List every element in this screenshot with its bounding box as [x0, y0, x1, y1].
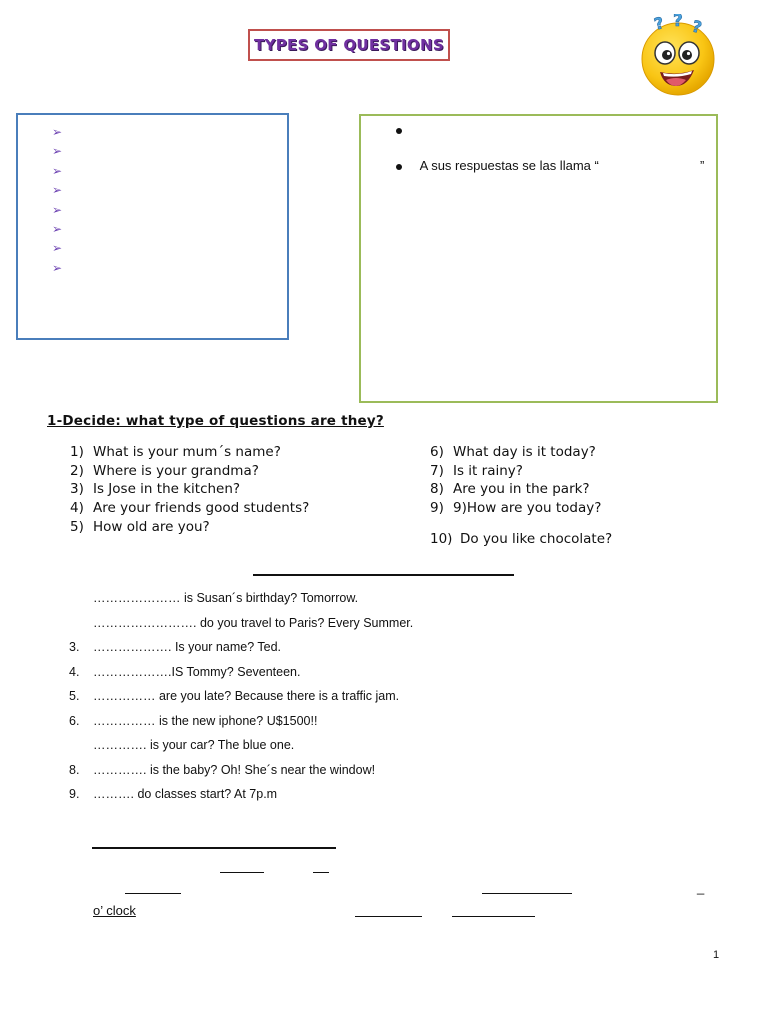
item-text: …………… are you late? Because there is a traffic jam. — [93, 689, 400, 703]
arrow-bullet-icon: ➢ — [52, 202, 63, 217]
item-number: 9. — [69, 787, 80, 801]
arrow-bullet-icon: ➢ — [52, 125, 63, 139]
confused-smiley-icon — [636, 14, 720, 96]
bullet-item — [396, 158, 712, 173]
blank-line — [452, 916, 535, 917]
question-text: Where is your grandma? — [93, 463, 259, 479]
question-number: 2) — [70, 463, 84, 479]
arrow-bullet-icon: ➢ — [52, 241, 63, 256]
blank-underline — [92, 847, 336, 849]
fill-in-item — [93, 738, 294, 752]
question-item — [430, 463, 523, 479]
question-text: What is your mum´s name? — [93, 444, 281, 460]
fill-in-item — [69, 665, 301, 679]
arrow-bullet-list — [52, 123, 62, 278]
item-text: ………………… is Susan´s birthday? Tomorrow. — [93, 591, 359, 605]
question-number: 6) — [430, 444, 444, 460]
bullet-text: A sus respuestas se las llama “ — [419, 158, 599, 173]
question-text: Is Jose in the kitchen? — [93, 481, 241, 497]
question-number: 5) — [70, 519, 84, 535]
green-notes-box — [359, 114, 718, 403]
question-number: 7) — [430, 463, 444, 479]
fill-in-item — [69, 714, 318, 728]
question-number: 3) — [70, 481, 84, 497]
arrow-bullet-icon: ➢ — [52, 260, 63, 275]
exercise-1-heading: 1-Decide: what type of questions are they? — [47, 413, 384, 429]
blank-line — [125, 893, 181, 894]
question-text: How old are you? — [93, 519, 210, 535]
question-item — [430, 481, 590, 497]
blank-underline — [253, 574, 514, 576]
bullet-icon — [396, 128, 402, 134]
question-item — [70, 463, 259, 479]
arrow-bullet-icon: ➢ — [52, 183, 63, 198]
question-item — [70, 481, 240, 497]
arrow-bullet-icon: ➢ — [52, 163, 63, 178]
closing-quote: ” — [700, 158, 705, 173]
question-text: What day is it today? — [453, 444, 596, 460]
item-number: 6. — [69, 714, 80, 728]
item-text: ……………………. do you travel to Paris? Every Summer. — [93, 616, 414, 630]
item-text: …………… is the new iphone? U$1500!! — [93, 714, 318, 728]
fill-in-item — [69, 640, 282, 654]
page-number: 1 — [713, 949, 720, 961]
blank-line — [355, 916, 422, 917]
oclock-text: o’ clock — [93, 903, 136, 918]
item-text: ……………….IS Tommy? Seventeen. — [93, 665, 301, 679]
bullet-icon — [396, 164, 402, 170]
item-number: 5. — [69, 689, 80, 703]
blank-line — [313, 872, 329, 873]
question-mark: ? — [673, 14, 683, 31]
question-mark: ? — [652, 14, 667, 34]
blank-line — [220, 872, 264, 873]
item-text: ………. do classes start? At 7p.m — [93, 787, 278, 801]
question-number: 9) — [430, 500, 444, 516]
question-item — [430, 531, 612, 547]
question-text: Do you like chocolate? — [460, 531, 613, 547]
item-number: 4. — [69, 665, 80, 679]
question-number: 1) — [70, 444, 84, 460]
page-title: TYPES OF QUESTIONS — [254, 36, 444, 54]
question-item — [430, 444, 596, 460]
fill-in-item — [93, 616, 413, 630]
item-text: ………………. Is your name? Ted. — [93, 640, 282, 654]
fill-in-item — [69, 787, 278, 801]
question-text: 9)How are you today? — [453, 500, 602, 516]
item-text: …………. is your car? The blue one. — [93, 738, 295, 752]
question-number: 10) — [430, 531, 453, 547]
question-number: 4) — [70, 500, 84, 516]
question-item — [70, 444, 281, 460]
bullet-item — [396, 122, 402, 137]
dash-mark: _ — [697, 880, 705, 895]
title-box — [248, 29, 450, 61]
item-number: 3. — [69, 640, 80, 654]
fill-in-item — [69, 689, 400, 703]
fill-in-item — [69, 763, 376, 777]
arrow-bullet-icon: ➢ — [52, 221, 63, 236]
question-item — [70, 519, 210, 535]
question-mark: ? — [689, 16, 704, 38]
arrow-bullet-icon: ➢ — [52, 144, 63, 159]
question-number: 8) — [430, 481, 444, 497]
item-number: 8. — [69, 763, 80, 777]
question-text: Are you in the park? — [453, 481, 590, 497]
question-item — [70, 500, 309, 516]
blue-list-box — [16, 113, 289, 340]
fill-in-item — [93, 591, 358, 605]
question-text: Are your friends good students? — [93, 500, 310, 516]
blank-line — [482, 893, 572, 894]
question-item — [430, 500, 601, 516]
question-text: Is it rainy? — [453, 463, 523, 479]
item-text: …………. is the baby? Oh! She´s near the window! — [93, 763, 376, 777]
